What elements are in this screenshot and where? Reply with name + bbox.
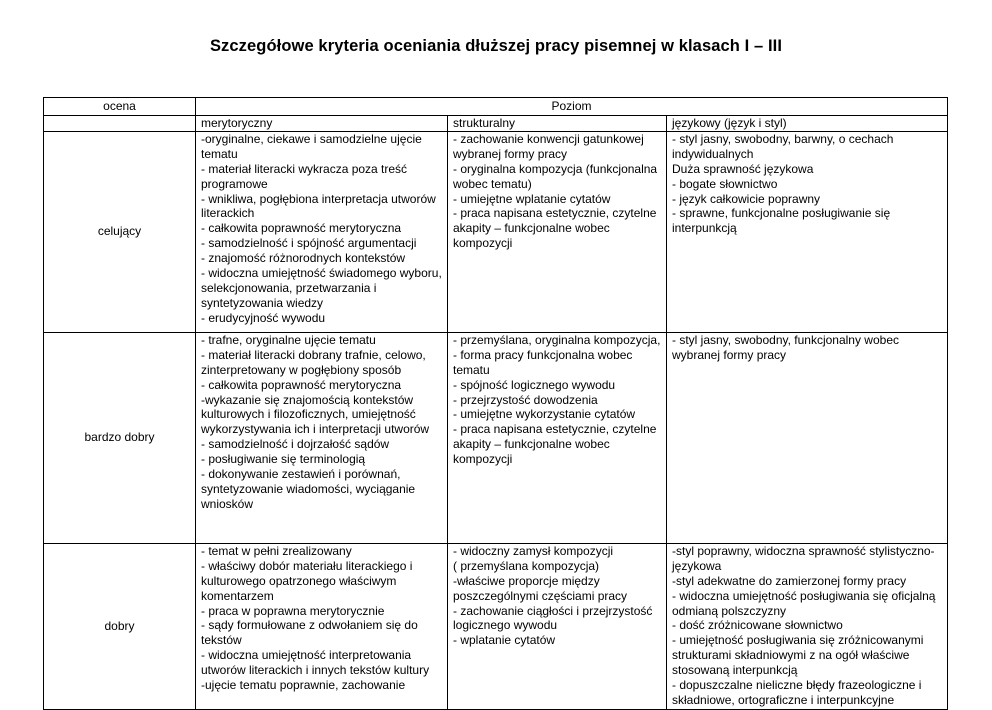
page-title: Szczegółowe kryteria oceniania dłuższej pracy pisemnej w klasach I – III (209, 37, 783, 55)
jezykowy-cell: -styl poprawny, widoczna sprawność stylistyczno-językowa -styl adekwatne do zamierzonej formy pracy - widoczna umiejętność posługiwania się oficjalną odmianą polszczyzny - dość zróżnicowane słownictwo - umiejętność posługiwania się zróżnicowanymi strukturami składniowymi z na ogół właściwe stosowaną interpunkcją - dopuszczalne nieliczne błędy frazeologiczne i składniowe, ortograficzne i interpunkcyjne (667, 543, 948, 709)
merytoryczny-cell: -oryginalne, ciekawe i samodzielne ujęcie tematu - materiał literacki wykracza poza treść programowe - wnikliwa, pogłębiona interpretacja utworów literackich - całkowita poprawność merytoryczna - samodzielność i spójność argumentacji - znajomość różnorodnych kontekstów - widoczna umiejętność świadomego wyboru, selekcjonowania, przetwarzania i syntetyzowania wiedzy - erudycyjność wywodu (196, 131, 448, 332)
strukturalny-cell: - zachowanie konwencji gatunkowej wybranej formy pracy - oryginalna kompozycja (funkcjonalna wobec tematu) - umiejętne wplatanie cytatów - praca napisana estetycznie, czytelne akapity – funkcjonalne wobec kompozycji (448, 131, 667, 332)
grade-cell: dobry (44, 543, 196, 709)
header-jezykowy: językowy (język i styl) (667, 116, 948, 132)
header-ocena: ocena (44, 98, 196, 116)
grade-cell: celujący (44, 131, 196, 332)
strukturalny-cell: - widoczny zamysł kompozycji ( przemyślana kompozycja) -właściwe proporcje między poszczególnymi częściami pracy - zachowanie ciągłości i przejrzystość logicznego wywodu - wplatanie cytatów (448, 543, 667, 709)
header-poziom: Poziom (196, 98, 948, 116)
strukturalny-cell: - przemyślana, oryginalna kompozycja, - forma pracy funkcjonalna wobec tematu - spójność logicznego wywodu - przejrzystość dowodzenia - umiejętne wykorzystanie cytatów - praca napisana estetycznie, czytelne akapity – funkcjonalne wobec kompozycji (448, 332, 667, 543)
table-subheader-row (44, 116, 948, 132)
table-header-row (44, 98, 948, 116)
merytoryczny-cell: - trafne, oryginalne ujęcie tematu - materiał literacki dobrany trafnie, celowo, zinterpretowany w pogłębiony sposób - całkowita poprawność merytoryczna -wykazanie się znajomością kontekstów kulturowych i filozoficznych, umiejętność wykorzystywania ich i interpretacji utworów - samodzielność i dojrzałość sądów - posługiwanie się terminologią - dokonywanie zestawień i porównań, syntetyzowanie wiadomości, wyciąganie wniosków (196, 332, 448, 543)
jezykowy-cell: - styl jasny, swobodny, funkcjonalny wobec wybranej formy pracy (667, 332, 948, 543)
jezykowy-cell: - styl jasny, swobodny, barwny, o cechach indywidualnych Duża sprawność językowa - bogate słownictwo - język całkowicie poprawny - sprawne, funkcjonalne posługiwanie się interpunkcją (667, 131, 948, 332)
grade-cell: bardzo dobry (44, 332, 196, 543)
table-row (44, 332, 948, 543)
header-empty-cell (44, 116, 196, 132)
table-row (44, 543, 948, 709)
header-merytoryczny: merytoryczny (196, 116, 448, 132)
criteria-table (43, 97, 948, 710)
header-strukturalny: strukturalny (448, 116, 667, 132)
merytoryczny-cell: - temat w pełni zrealizowany - właściwy dobór materiału literackiego i kulturowego opatrzonego właściwym komentarzem - praca w poprawna merytorycznie - sądy formułowane z odwołaniem się do tekstów - widoczna umiejętność interpretowania utworów literackich i innych tekstów kultury -ujęcie tematu poprawnie, zachowanie (196, 543, 448, 709)
table-row (44, 131, 948, 332)
